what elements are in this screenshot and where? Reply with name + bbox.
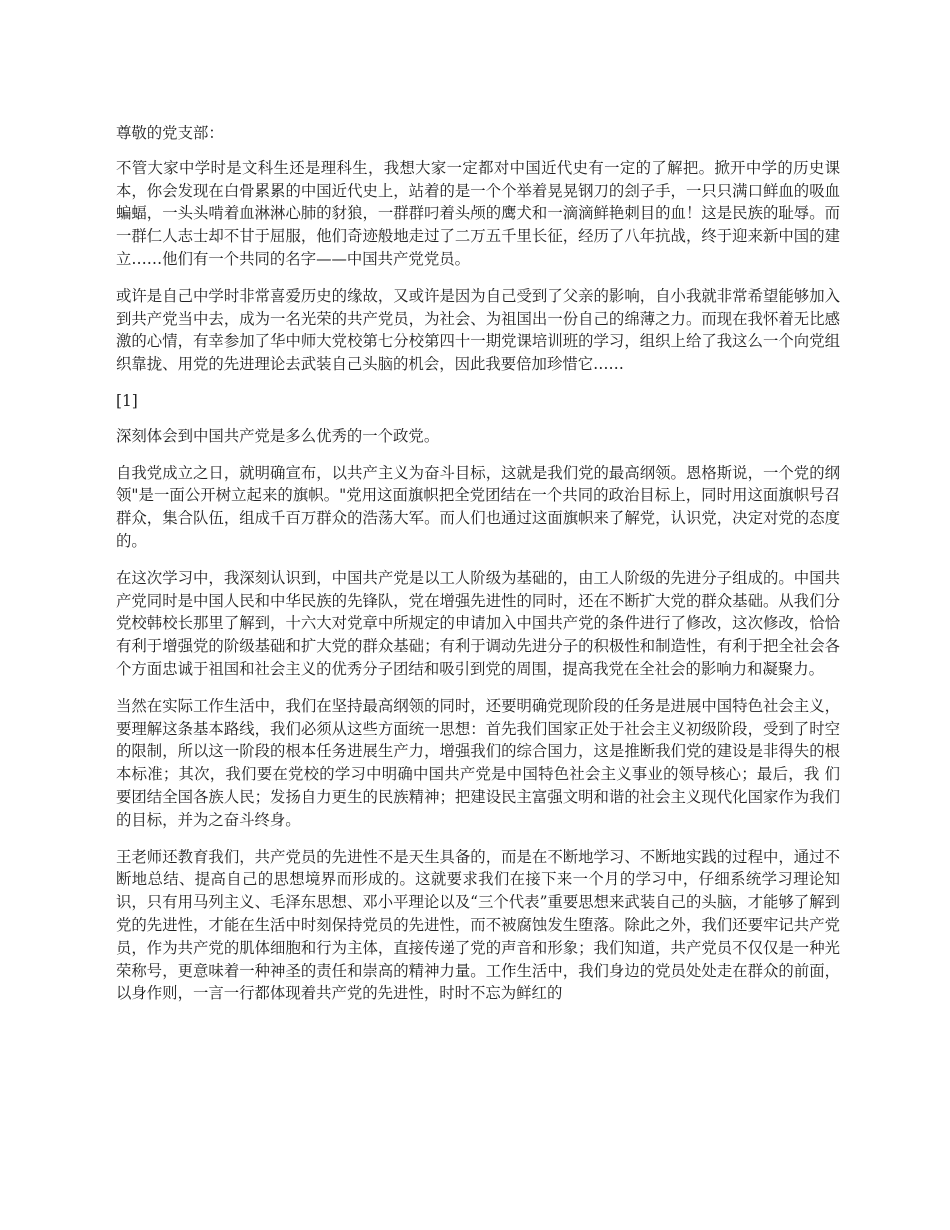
paragraph-party-foundation: 在这次学习中，我深刻认识到，中国共产党是以工人阶级为基础的，由工人阶级的先进分子组成的。中国共产党同时是中国人民和中华民族的先锋队，党在增强先进性的同时，还在不断扩大党的群众基础。从我们分党校韩校长那里了解到，十六大对党章中所规定的申请加入中国共产党的条件进行了修改，这次修改，恰恰有利于增强党的阶级基础和扩大党的群众基础；有利于调动先进分子的积极性和制造性，有利于把全社会各个方面忠诚于祖国和社会主义的优秀分子团结和吸引到党的周围，提高我党在全社会的影响力和凝聚力。 <box>116 568 840 678</box>
paragraph-party-program: 自我党成立之日，就明确宣布，以共产主义为奋斗目标，这就是我们党的最高纲领。恩格斯说，一个党的纲领"是一面公开树立起来的旗帜。"党用这面旗帜把全党团结在一个共同的政治目标上，同时用这面旗帜号召群众，集合队伍，组成千百万群众的浩荡大军。而人们也通过这面旗帜来了解党，认识党，决定对党的态度的。 <box>116 463 840 550</box>
paragraph-advanced-nature: 王老师还教育我们，共产党员的先进性不是天生具备的，而是在不断地学习、不断地实践的过程中，通过不断地总结、提高自己的思想境界而形成的。这就要求我们在接下来一个月的学习中，仔细系统学习理论知识，只有用马列主义、毛泽东思想、邓小平理论以及“三个代表”重要思想来武装自己的头脑，才能够了解到党的先进性，才能在生活中时刻保持党员的先进性，而不被腐蚀发生堕落。除此之外，我们还要牢记共产党员，作为共产党的肌体细胞和行为主体，直接传递了党的声音和形象；我们知道，共产党员不仅仅是一种光荣称号，更意味着一种神圣的责任和崇高的精神力量。工作生活中，我们身边的党员处处走在群众的前面，以身作则，一言一行都体现着共产党的先进性，时时不忘为鲜红的 <box>116 847 840 1003</box>
paragraph-personal-motivation: 或许是自己中学时非常喜爱历史的缘故，又或许是因为自己受到了父亲的影响，自小我就非常希望能够加入到共产党当中去，成为一名光荣的共产党员，为社会、为祖国出一份自己的绵薄之力。而现在我怀着无比感激的心情，有幸参加了华中师大党校第七分校第四十一期党课培训班的学习，组织上给了我这么一个向党组织靠拢、用党的先进理论去武装自己头脑的机会，因此我要倍加珍惜它…… <box>116 286 840 374</box>
footnote-marker: [1] <box>116 391 138 410</box>
paragraph-current-tasks: 当然在实际工作生活中，我们在坚持最高纲领的同时，还要明确党现阶段的任务是进展中国特色社会主义，要理解这条基本路线，我们必须从这些方面统一思想：首先我们国家正处于社会主义初级阶段，受到了时空的限制，所以这一阶段的根本任务进展生产力，增强我们的综合国力，这是推断我们党的建设是非得失的根本标准；其次，我们要在党校的学习中明确中国共产党是中国特色社会主义事业的领导核心；最后，我 们要团结全国各族人民；发扬自力更生的民族精神；把建设民主富强文明和谐的社会主义现代化国家作为我们的目标，并为之奋斗终身。 <box>116 696 840 829</box>
salutation: 尊敬的党支部： <box>116 124 224 142</box>
document-page <box>116 122 840 1019</box>
paragraph-party-excellence: 深刻体会到中国共产党是多么优秀的一个政党。 <box>116 426 440 445</box>
paragraph-history-intro: 不管大家中学时是文科生还是理科生，我想大家一定都对中国近代史有一定的了解把。掀开中学的历史课本，你会发现在白骨累累的中国近代史上，站着的是一个个举着晃晃钢刀的刽子手，一只只满口鲜血的吸血蝙蝠，一头头啃着血淋淋心肺的豺狼，一群群叼着头颅的鹰犬和一滴滴鲜艳刺目的血！这是民族的耻辱。而一群仁人志士却不甘于屈服，他们奇迹般地走过了二万五千里长征，经历了八年抗战，终于迎来新中国的建立……他们有一个共同的名字——中国共产党党员。 <box>116 158 840 268</box>
